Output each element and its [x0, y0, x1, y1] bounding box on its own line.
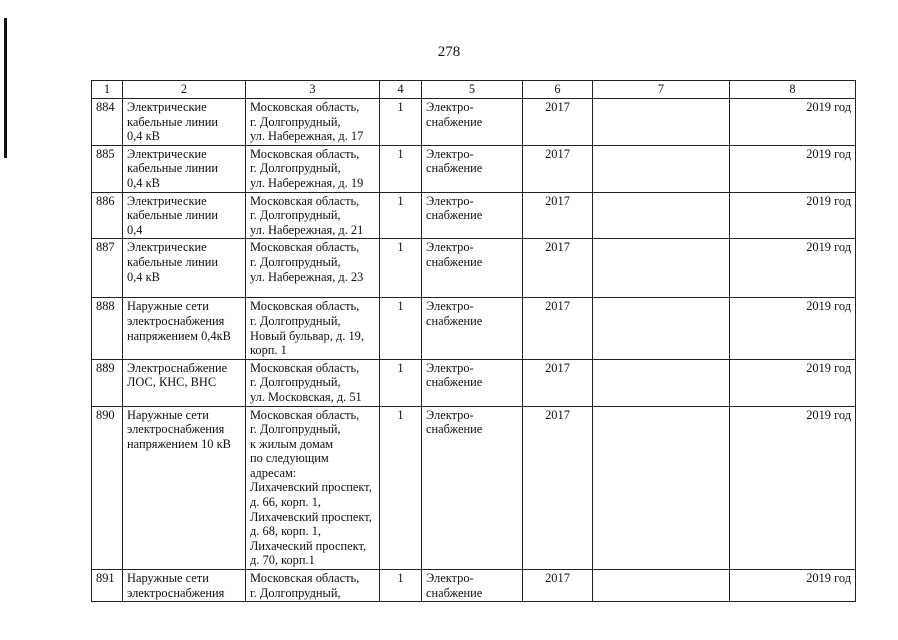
object-purpose-text: Электро- снабжение	[426, 100, 483, 129]
object-address-text: Московская область, г. Долгопрудный, ул. Набережная, д. 19	[250, 146, 364, 190]
object-year: 2017	[523, 239, 593, 298]
object-purpose	[422, 570, 523, 602]
page-number: 278	[437, 44, 461, 60]
column-7-cell	[593, 406, 730, 570]
column-7-cell	[593, 359, 730, 406]
object-purpose	[422, 145, 523, 192]
object-name-text: Электроснабжение ЛОС, КНС, ВНС	[127, 360, 228, 390]
table-row	[92, 99, 856, 146]
table-row	[92, 570, 856, 602]
row-number: 885	[92, 145, 123, 192]
object-purpose-text: Электро- снабжение	[426, 193, 483, 223]
object-term: 2019 год	[730, 406, 856, 570]
object-term: 2019 год	[730, 99, 856, 146]
object-address-text: Московская область, г. Долгопрудный, ул. Набережная, д. 17	[250, 100, 364, 144]
object-purpose	[422, 298, 523, 359]
column-7-cell	[593, 239, 730, 298]
row-number: 886	[92, 192, 123, 239]
column-7-cell	[593, 570, 730, 602]
table-row	[92, 192, 856, 239]
row-number: 884	[92, 99, 123, 146]
object-address-text: Московская область, г. Долгопрудный, Новый бульвар, д. 19, корп. 1	[250, 299, 364, 358]
object-name	[123, 298, 246, 359]
table-row	[92, 359, 856, 406]
object-name	[123, 99, 246, 146]
object-address-text: Московская область, г. Долгопрудный,	[250, 571, 360, 600]
col-header-3: 3	[246, 81, 380, 99]
column-7-cell	[593, 192, 730, 239]
object-address	[246, 99, 380, 146]
row-number: 890	[92, 406, 123, 570]
object-term: 2019 год	[730, 239, 856, 298]
object-term: 2019 год	[730, 359, 856, 406]
object-address	[246, 192, 380, 239]
object-quantity: 1	[380, 359, 422, 406]
registry-table	[91, 80, 856, 602]
object-address	[246, 298, 380, 359]
object-purpose-text: Электро- снабжение	[426, 240, 483, 269]
object-name-text: Наружные сети электроснабжения напряжением 0,4кВ	[127, 299, 231, 343]
object-quantity: 1	[380, 570, 422, 602]
object-address	[246, 239, 380, 298]
object-purpose-text: Электро- снабжение	[426, 360, 483, 390]
object-term: 2019 год	[730, 298, 856, 359]
object-name-text: Электрические кабельные линии 0,4 кВ	[127, 146, 219, 190]
object-quantity: 1	[380, 406, 422, 570]
object-purpose-text: Электро- снабжение	[426, 571, 483, 600]
object-address-text: Московская область, г. Долгопрудный, к жилым домам по следующим адресам: Лихачевский проспект, д. 66, корп. 1, Лихачевский проспект, д. 68, корп. 1, Лихачеcкий проспект, д. 70, корп.1	[250, 407, 372, 568]
object-address	[246, 145, 380, 192]
object-year: 2017	[523, 298, 593, 359]
object-quantity: 1	[380, 239, 422, 298]
column-7-cell	[593, 145, 730, 192]
col-header-1: 1	[92, 81, 123, 99]
object-year: 2017	[523, 570, 593, 602]
row-number: 889	[92, 359, 123, 406]
object-purpose-text: Электро- снабжение	[426, 407, 483, 437]
object-purpose	[422, 192, 523, 239]
object-name-text: Электрические кабельные линии 0,4 кВ	[127, 100, 219, 144]
object-year: 2017	[523, 359, 593, 406]
object-quantity: 1	[380, 145, 422, 192]
object-name	[123, 406, 246, 570]
object-address-text: Московская область, г. Долгопрудный, ул. Набережная, д. 23	[250, 240, 364, 284]
row-number: 888	[92, 298, 123, 359]
object-address	[246, 406, 380, 570]
column-7-cell	[593, 298, 730, 359]
col-header-8: 8	[730, 81, 856, 99]
object-name-text: Наружные сети электроснабжения напряжением 10 кВ	[127, 407, 231, 451]
object-quantity: 1	[380, 99, 422, 146]
object-purpose-text: Электро- снабжение	[426, 146, 483, 176]
table-row	[92, 406, 856, 570]
table-row	[92, 239, 856, 298]
object-address-text: Московская область, г. Долгопрудный, ул. Московская, д. 51	[250, 360, 362, 404]
object-name	[123, 145, 246, 192]
object-name	[123, 192, 246, 239]
object-name	[123, 359, 246, 406]
col-header-4: 4	[380, 81, 422, 99]
object-address	[246, 359, 380, 406]
object-purpose	[422, 99, 523, 146]
col-header-6: 6	[523, 81, 593, 99]
object-address	[246, 570, 380, 602]
object-year: 2017	[523, 406, 593, 570]
row-number: 891	[92, 570, 123, 602]
object-purpose	[422, 406, 523, 570]
object-name-text: Электрические кабельные линии 0,4 кВ	[127, 240, 219, 284]
object-purpose	[422, 239, 523, 298]
table-row	[92, 145, 856, 192]
object-term: 2019 год	[730, 570, 856, 602]
col-header-5: 5	[422, 81, 523, 99]
object-year: 2017	[523, 192, 593, 239]
object-year: 2017	[523, 99, 593, 146]
object-name	[123, 570, 246, 602]
table-row	[92, 298, 856, 359]
object-year: 2017	[523, 145, 593, 192]
col-header-2: 2	[123, 81, 246, 99]
object-term: 2019 год	[730, 192, 856, 239]
object-name-text: Наружные сети электроснабжения	[127, 571, 225, 600]
object-purpose-text: Электро- снабжение	[426, 299, 483, 328]
object-quantity: 1	[380, 298, 422, 359]
object-quantity: 1	[380, 192, 422, 239]
object-purpose	[422, 359, 523, 406]
object-name-text: Электрические кабельные линии 0,4	[127, 193, 219, 237]
object-address-text: Московская область, г. Долгопрудный, ул. Набережная, д. 21	[250, 193, 364, 237]
row-number: 887	[92, 239, 123, 298]
binding-margin-line	[4, 18, 7, 158]
col-header-7: 7	[593, 81, 730, 99]
column-7-cell	[593, 99, 730, 146]
object-name	[123, 239, 246, 298]
header-row	[92, 81, 856, 99]
object-term: 2019 год	[730, 145, 856, 192]
